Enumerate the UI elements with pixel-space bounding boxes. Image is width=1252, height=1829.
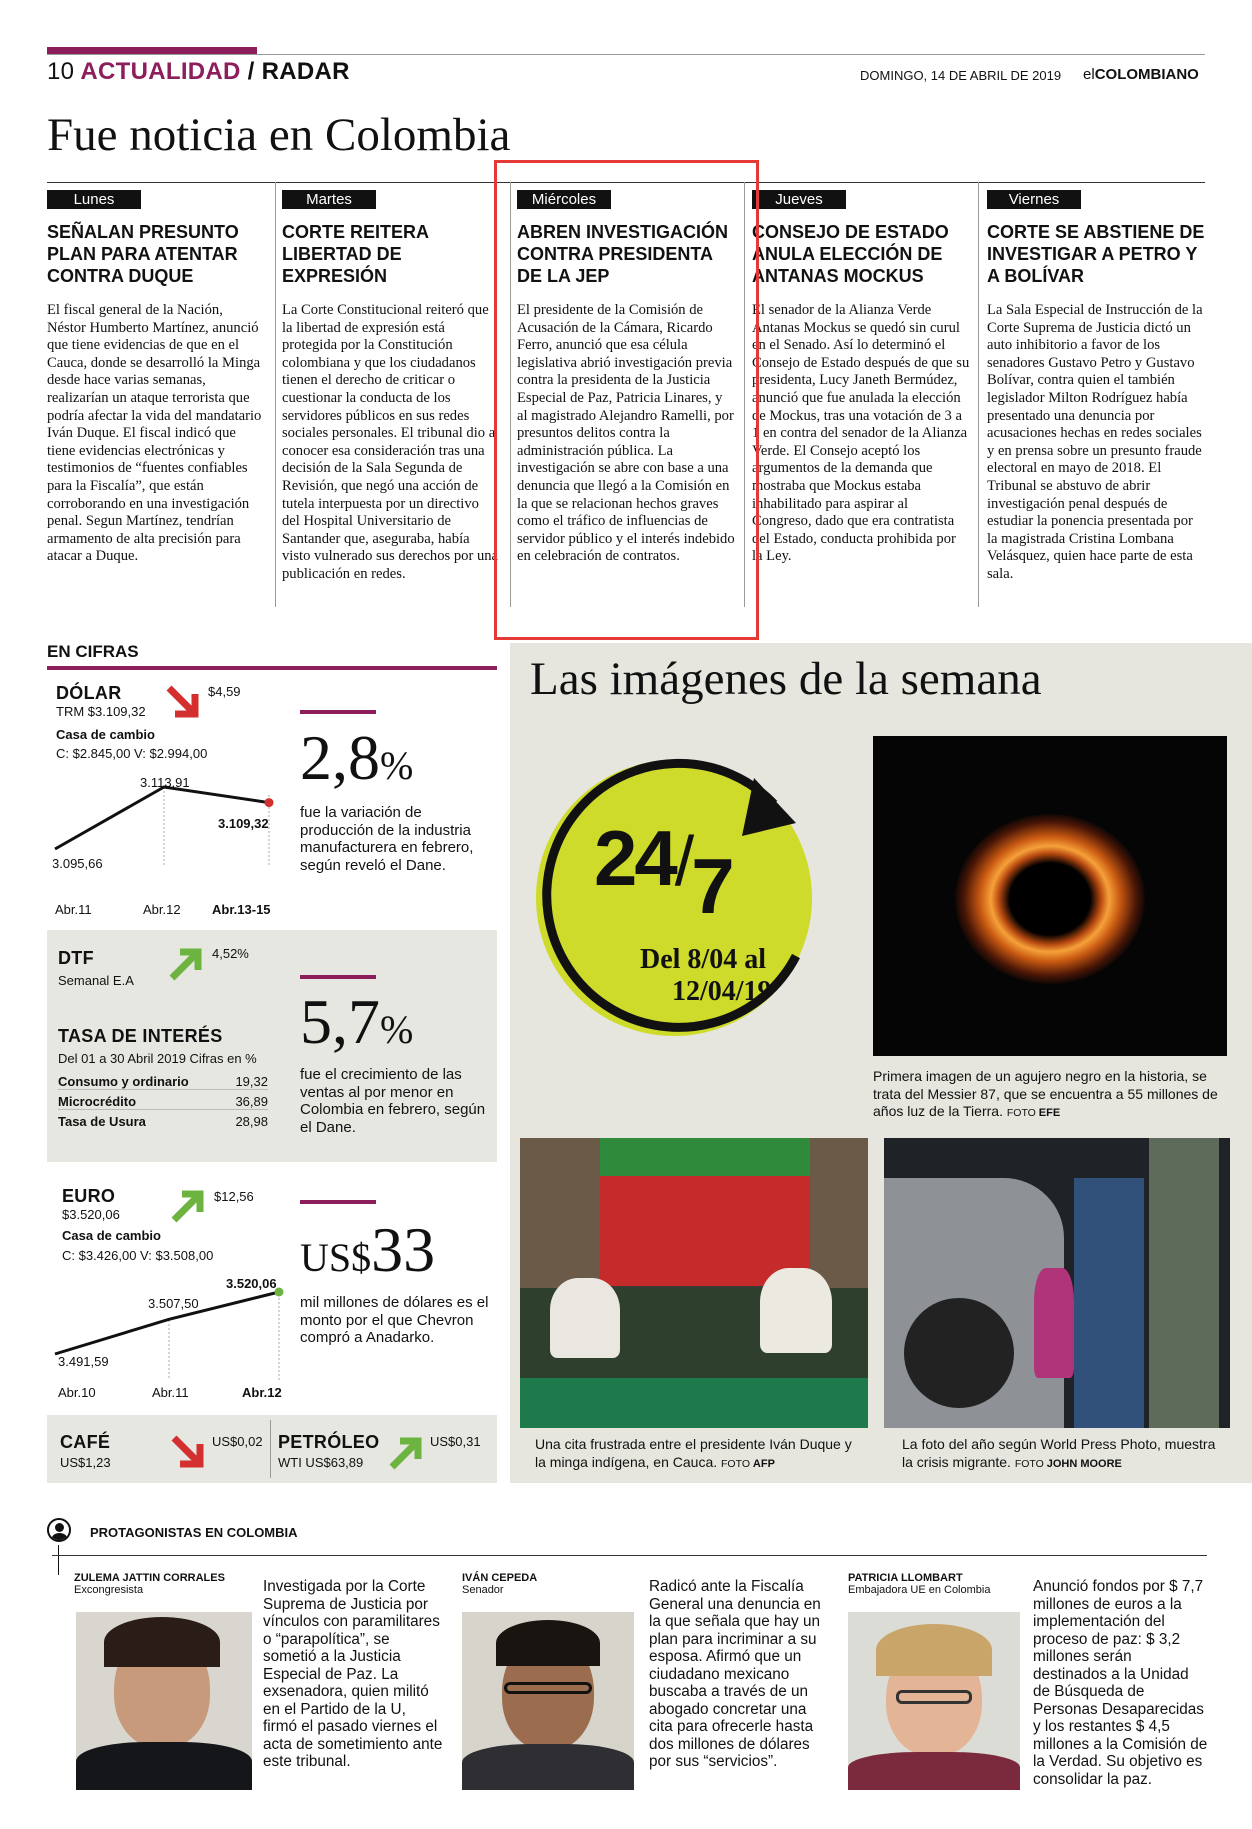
column-divider — [978, 182, 979, 607]
section-name: ACTUALIDAD — [80, 58, 241, 85]
photo1-caption-text: Primera imagen de un agujero negro en la historia, se trata del Messier 87, que se encuentra a 55 millones de años luz de la Tierra. — [873, 1068, 1218, 1119]
story-title: CORTE SE ABSTIENE DE INVESTIGAR A PETRO Y A BOLÍVAR — [987, 222, 1205, 286]
photo3-credit-name: JOHN MOORE — [1046, 1457, 1122, 1470]
euro-label: EURO — [62, 1186, 116, 1206]
dolar-date-3: Abr.13-15 — [212, 902, 271, 917]
stat-value: 5,7 — [300, 986, 380, 1057]
tasa-sub: Del 01 a 30 Abril 2019 Cifras en % — [58, 1051, 257, 1066]
stat-description: fue la variación de producción de la industria manufacturera en febrero, según reveló el Dane. — [300, 804, 474, 874]
protagonistas-title: PROTAGONISTAS EN COLOMBIA — [90, 1525, 298, 1540]
story-body: La Sala Especial de Instrucción de la Corte Suprema de Justicia dictó un auto inhibitorio a favor de los senadores Gustavo Petro y Gustavo Bolívar, contra quien el también legislador Milton Rodríguez había presentado una denuncia por acusaciones hechas en redes sociales y en prensa sobre un presunto fraude electoral en mayo de 2018. El Tribunal se abstuvo de abrir investigación penal después de estudiar la ponencia presentada por la magistrada Cristina Lombana Velásquez, quien hace parte de esta sala. — [987, 302, 1203, 582]
stat-number — [300, 722, 414, 798]
minga-photo — [520, 1138, 868, 1428]
stat-prefix: US$ — [300, 1235, 372, 1280]
stat-rule — [300, 975, 376, 979]
euro-date-1: Abr.10 — [58, 1385, 96, 1400]
dtf-change: 4,52% — [212, 946, 249, 961]
cafe-change: US$0,02 — [212, 1434, 263, 1449]
dolar-date-2: Abr.12 — [143, 902, 181, 917]
stat-unit: % — [380, 1007, 414, 1052]
newspaper-brand — [1083, 66, 1199, 83]
protagonist-photo — [462, 1612, 634, 1790]
migrant-photo — [884, 1138, 1230, 1428]
day-column-lunes — [47, 190, 265, 610]
tasa-table — [58, 1074, 268, 1129]
tasa-row-value: 28,98 — [235, 1114, 268, 1129]
stat-rule — [300, 1200, 376, 1204]
euro-point-3: 3.520,06 — [226, 1276, 277, 1291]
protagonist-name: ZULEMA JATTIN CORRALES — [74, 1572, 225, 1584]
page-section-header — [47, 58, 350, 86]
column-divider — [275, 182, 276, 607]
euro-point-2: 3.507,50 — [148, 1296, 199, 1311]
day-label: Lunes — [47, 190, 141, 209]
photo2-caption — [535, 1436, 855, 1473]
stat-value: 2,8 — [300, 722, 380, 793]
section-separator: / — [247, 58, 255, 85]
background-wall — [810, 1138, 868, 1288]
tasa-row-value: 36,89 — [235, 1094, 268, 1109]
protagonistas-tick — [58, 1545, 59, 1575]
stat-number — [300, 1214, 436, 1290]
adult-figure — [1074, 1178, 1144, 1428]
petroleo-change: US$0,31 — [430, 1434, 481, 1449]
dolar-date-1: Abr.11 — [55, 902, 92, 917]
cafe-divider — [270, 1420, 271, 1478]
arrow-up-icon — [168, 944, 208, 984]
photo3-credit — [1015, 1458, 1122, 1470]
photo2-credit-label: FOTO — [721, 1457, 750, 1470]
protagonist-name: IVÁN CEPEDA — [462, 1572, 538, 1584]
dtf-block — [58, 948, 134, 988]
petroleo-block — [278, 1432, 379, 1470]
cifras-rule — [47, 666, 497, 670]
tasa-row — [58, 1094, 268, 1110]
badge-7: 7 — [691, 842, 732, 930]
cifras-title: EN CIFRAS — [47, 642, 139, 661]
stat-description: fue el crecimiento de las ventas al por menor en Colombia en febrero, según el Dane. — [300, 1066, 486, 1136]
dolar-trm: TRM $3.109,32 — [56, 704, 146, 719]
arrow-down-icon — [170, 1432, 210, 1472]
euro-change: $12,56 — [214, 1189, 254, 1204]
images-title: Las imágenes de la semana — [530, 653, 1042, 705]
arrow-up-icon — [170, 1186, 210, 1226]
protagonist-text: Investigada por la Corte Suprema de Justicia por vínculos con paramilitares o “parapolítica”, se sometió a la Justicia Especial de Paz. La exsenadora, quien militó en el Partido de la U, firmó el pasado viernes el acta de sometimiento ante este tribunal. — [263, 1578, 443, 1770]
brand-prefix: el — [1083, 66, 1095, 83]
photo2-credit-name: AFP — [752, 1457, 775, 1470]
stat-number — [300, 986, 414, 1062]
tasa-row-name: Consumo y ordinario — [58, 1074, 189, 1089]
flag-green-stripe — [600, 1138, 810, 1176]
day-label: Jueves — [752, 190, 846, 209]
tasa-row-value: 19,32 — [235, 1074, 268, 1089]
photo2-caption-text: Una cita frustrada entre el presidente Iván Duque y la minga indígena, en Cauca. — [535, 1436, 852, 1470]
photo3-caption — [902, 1436, 1222, 1473]
dolar-casa: Casa de cambio — [56, 727, 155, 742]
dolar-cv: C: $2.845,00 V: $2.994,00 — [56, 746, 208, 761]
black-hole-ring — [955, 814, 1145, 984]
protagonist-text: Radicó ante la Fiscalía General una denuncia en la que señala que hay un plan para incriminar a su esposa. Afirmó que un ciudadano mexicano buscaba a través de un abogado concretar una cita para ofrecerle hasta dos millones de dólares por sus “servicios”. — [649, 1578, 821, 1770]
euro-date-3: Abr.12 — [242, 1385, 282, 1400]
story-body: El senador de la Alianza Verde Antanas Mockus se quedó sin curul en el Senado. Así lo determinó el Consejo de Estado después de que su presidenta, Lucy Janeth Bermúdez, anunció que fue anulada la elección de Mockus, tras una votación de 3 a 1 en contra del senador de la Alianza Verde. El Consejo aceptó los argumentos de la demanda que mostraba que Mockus estaba inhabilitado para aspirar al Congreso, dado que era contratista del Estado, conducta prohibida por la Ley. — [752, 302, 970, 565]
euro-point-1: 3.491,59 — [58, 1354, 109, 1369]
protagonist-role: Excongresista — [74, 1584, 144, 1596]
officer-figure — [1149, 1138, 1219, 1428]
child-figure — [1034, 1268, 1074, 1378]
protagonistas-rule — [52, 1555, 1207, 1556]
tasa-label: TASA DE INTERÉS — [58, 1026, 223, 1046]
person-figure — [760, 1268, 832, 1353]
story-body: La Corte Constitucional reiteró que la libertad de expresión está protegida por la Constitución colombiana y que los ciudadanos tienen el derecho de criticar o cuestionar la conducta de los servidores públicos en sus redes sociales personales. El tribunal dio a conocer esa consideración tras una decisión de la Sala Segunda de Revisión, que negó una acción de tutela interpuesta por un directivo del Hospital Universitario de Santander que, aseguraba, había visto vulnerado sus derechos por una publicación en redes. — [282, 302, 499, 582]
subsection-name: RADAR — [261, 58, 350, 85]
dolar-change: $4,59 — [208, 684, 241, 699]
day-column-martes — [282, 190, 500, 610]
photo3-credit-label: FOTO — [1014, 1457, 1044, 1470]
photo1-credit-name: EFE — [1038, 1107, 1061, 1119]
badge-24: 24 — [594, 814, 675, 902]
dolar-last-point — [265, 798, 274, 807]
dtf-sub: Semanal E.A — [58, 973, 134, 988]
protagonist-header — [848, 1572, 990, 1596]
dolar-label: DÓLAR — [56, 683, 122, 703]
story-body: El fiscal general de la Nación, Néstor Humberto Martínez, anunció que tiene evidencias de que en el Cauca, donde se desarrolló la Minga desde hace varias semanas, realizarían un ataque terrorista que podría afectar la vida del mandatario Iván Duque. El fiscal indicó que tiene evidencias electrónicas y testimonios de “fuentes confiables para la Fiscalía”, que están corroborando en una investigación penal. Segun Martínez, tendrían armamento de alta precisión para atacar a Duque. — [47, 302, 262, 565]
cafe-petroleo-panel — [47, 1415, 497, 1483]
dolar-point-2: 3.113,91 — [140, 775, 190, 790]
day-label: Martes — [282, 190, 376, 209]
cafe-block — [60, 1432, 111, 1470]
tasa-row-name: Microcrédito — [58, 1094, 137, 1109]
day-column-viernes — [987, 190, 1205, 610]
day-label: Viernes — [987, 190, 1081, 209]
header-rule — [47, 54, 1205, 55]
stat-unit: % — [380, 743, 414, 788]
vehicle-wheel — [904, 1298, 1014, 1408]
person-icon — [47, 1518, 71, 1542]
photo1-credit — [1007, 1107, 1060, 1119]
black-hole-photo — [873, 736, 1227, 1056]
dolar-point-1: 3.095,66 — [52, 856, 103, 871]
protagonist-photo — [76, 1612, 252, 1790]
petroleo-label: PETRÓLEO — [278, 1432, 380, 1452]
table-cloth — [520, 1378, 868, 1428]
background-wall — [520, 1138, 600, 1288]
protagonist-text: Anunció fondos por $ 7,7 millones de euros a la implementación del proceso de paz: $ 3,2 millones serán destinados a la Unidad de Búsqueda de Personas Desaparecidas y los restantes $ 4,5 millones a la Comisión de la Verdad. Su objetivo es consolidar la paz. — [1033, 1578, 1208, 1788]
stat-rule — [300, 710, 376, 714]
story-title: CONSEJO DE ESTADO ANULA ELECCIÓN DE ANTANAS MOCKUS — [752, 222, 949, 286]
photo1-credit-label: FOTO — [1006, 1107, 1036, 1119]
tasa-row-name: Tasa de Usura — [58, 1114, 146, 1129]
tasa-block — [58, 1026, 268, 1129]
arrow-down-icon — [165, 682, 205, 722]
protagonist-role: Senador — [462, 1584, 504, 1596]
protagonist-name: PATRICIA LLOMBART — [848, 1572, 963, 1584]
page-headline: Fue noticia en Colombia — [47, 109, 511, 161]
dolar-point-3: 3.109,32 — [218, 816, 269, 831]
highlight-box — [494, 160, 759, 640]
story-body: El presidente de la Comisión de Acusación de la Cámara, Ricardo Ferro, anunció que esa célula legislativa abrió investigación previa contra la presidenta de la Justicia Especial de Paz, Patricia Linares, y al magistrado Alejandro Ramelli, por presuntos delitos contra la administración pública. La investigación se abre con base a una denuncia que llegó a la Comisión en la que se relacionan hechos graves como el tráfico de influencias de servidor público y el interés indebido en celebración de contratos. — [517, 302, 735, 565]
story-title: SEÑALAN PRESUNTO PLAN PARA ATENTAR CONTRA DUQUE — [47, 222, 239, 286]
story-title: CORTE REITERA LIBERTAD DE EXPRESIÓN — [282, 222, 429, 286]
dtf-label: DTF — [58, 948, 94, 968]
protagonist-photo — [848, 1612, 1020, 1790]
cafe-sub: US$1,23 — [60, 1455, 111, 1470]
euro-casa: Casa de cambio — [62, 1228, 161, 1243]
day-column-jueves — [752, 190, 970, 610]
photo3-caption-text: La foto del año según World Press Photo, muestra la crisis migrante. — [902, 1436, 1216, 1470]
publication-date: DOMINGO, 14 DE ABRIL DE 2019 — [860, 68, 1062, 83]
badge-24-7 — [594, 814, 732, 930]
euro-cv: C: $3.426,00 V: $3.508,00 — [62, 1248, 214, 1263]
stat-description: mil millones de dólares es el monto por el que Chevron compró a Anadarko. — [300, 1294, 489, 1346]
story-title: ABREN INVESTIGACIÓN CONTRA PRESIDENTA DE LA JEP — [517, 222, 729, 286]
stat-value: 33 — [371, 1214, 436, 1285]
photo1-caption — [873, 1068, 1225, 1123]
photo2-credit — [721, 1458, 775, 1470]
euro-sub: $3.520,06 — [62, 1207, 120, 1222]
protagonist-header — [462, 1572, 537, 1596]
petroleo-sub: WTI US$63,89 — [278, 1455, 364, 1470]
tasa-row — [58, 1114, 268, 1129]
tasa-row — [58, 1074, 268, 1090]
euro-date-2: Abr.11 — [152, 1385, 189, 1400]
cafe-label: CAFÉ — [60, 1432, 111, 1452]
brand-name: COLOMBIANO — [1094, 66, 1199, 83]
arrow-up-icon — [388, 1433, 428, 1473]
badge-date-line2: 12/04/19 — [672, 976, 772, 1007]
protagonist-header — [74, 1572, 225, 1596]
person-figure — [550, 1278, 620, 1358]
protagonist-role: Embajadora UE en Colombia — [848, 1584, 991, 1596]
day-label: Miércoles — [517, 190, 611, 209]
badge-date-line1: Del 8/04 al — [640, 944, 766, 975]
badge-slash: / — [674, 822, 692, 900]
page-number: 10 — [47, 58, 75, 85]
